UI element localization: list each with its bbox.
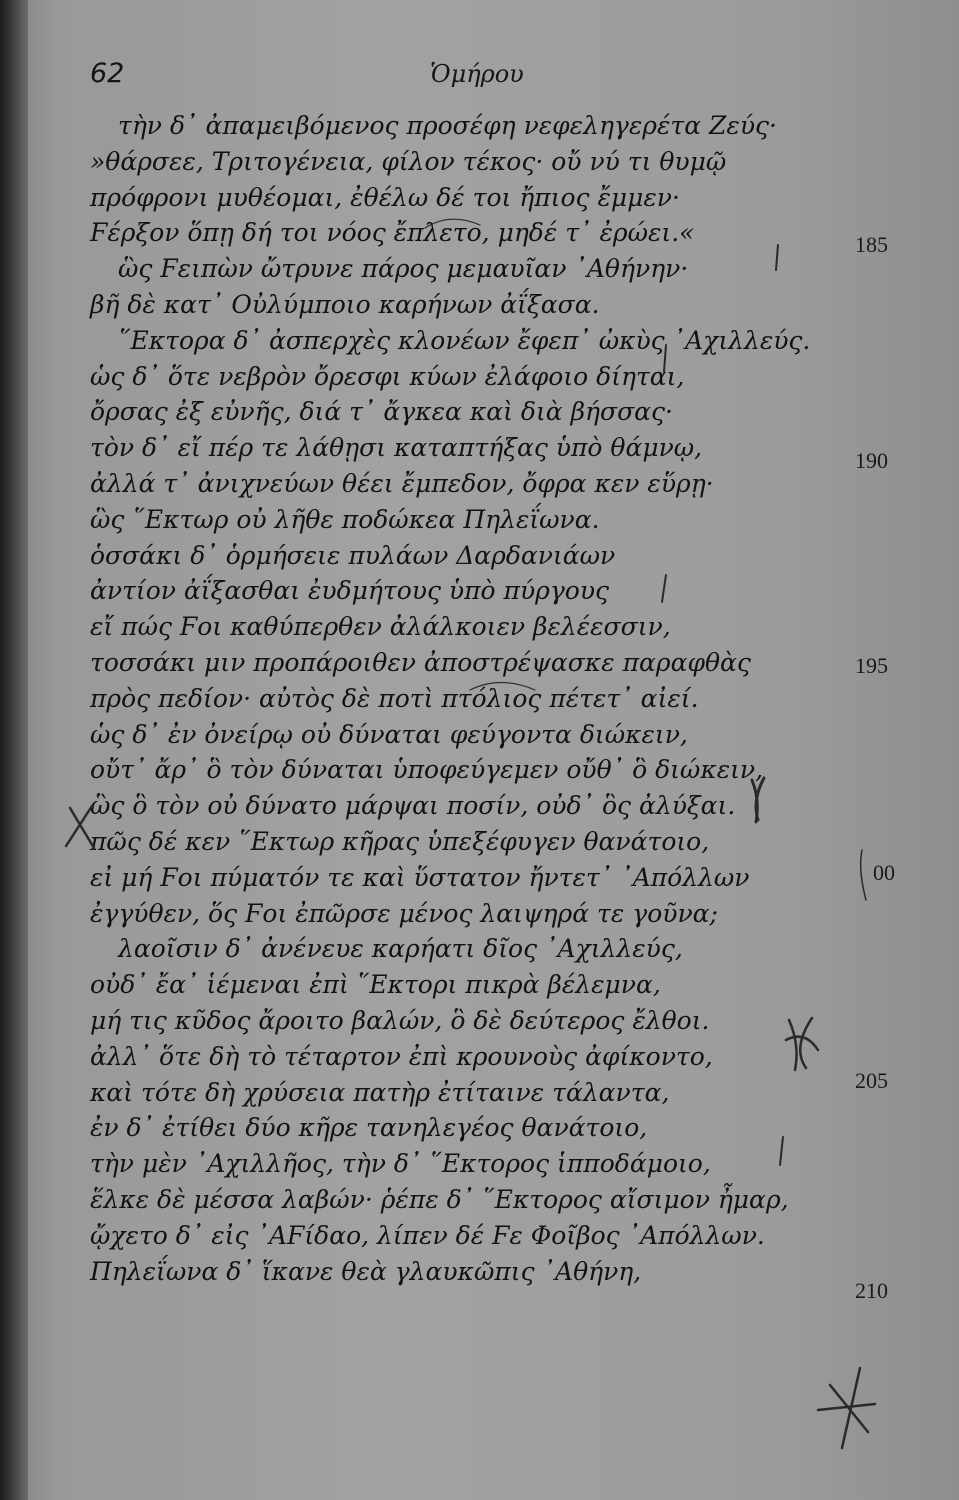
verse-line: Πηλεΐωνα δ᾽ ἵκανε θεὰ γλαυκῶπις ᾽Αθήνη,: [90, 1256, 642, 1286]
line-number: 185: [855, 232, 888, 257]
verse-line: ἐγγύθεν, ὅς Ϝοι ἐπῶρσε μένος λαιψηρά τε γοῦνα;: [90, 898, 718, 928]
page-header: [90, 58, 890, 98]
verse-line: ὡς δ᾽ ἐν ὀνείρῳ οὐ δύναται φεύγοντα διώκειν,: [90, 719, 688, 749]
verse-line: λαοῖσιν δ᾽ ἀνένευε καρήατι δῖος ᾽Αχιλλεύς,: [118, 934, 683, 964]
verse-line: ὣς ὃ τὸν οὐ δύνατο μάρψαι ποσίν, οὐδ᾽ ὃς ἀλύξαι.: [90, 791, 736, 821]
verse-line: εἰ μή Ϝοι πύματόν τε καὶ ὕστατον ἤντετ᾽ ᾽Απόλλων: [90, 862, 750, 892]
verse-line: ἕλκε δὲ μέσσα λαβών· ῥέπε δ᾽ ῞Εκτορος αἴσιμον ἦμαρ,: [90, 1184, 789, 1214]
page-number: 62: [90, 58, 125, 89]
verse-line: τοσσάκι μιν προπάροιθεν ἀποστρέψασκε παραφθὰς: [90, 647, 751, 677]
verse-line: ἐν δ᾽ ἐτίθει δύο κῆρε τανηλεγέος θανάτοιο,: [90, 1113, 648, 1143]
verse-text: [90, 108, 850, 1289]
verse-line: ὡς δ᾽ ὅτε νεβρὸν ὄρεσφι κύων ἐλάφοιο δίηται,: [90, 361, 685, 391]
verse-line: πρόφρονι μυθέομαι, ἐθέλω δέ τοι ἤπιος ἔμμεν·: [90, 182, 680, 212]
verse-line: πρὸς πεδίον· αὐτὸς δὲ ποτὶ πτόλιος πέτετ᾽ αἰεί.: [90, 683, 699, 713]
verse-line: ᾤχετο δ᾽ εἰς ᾽ΑϜίδαο, λίπεν δέ Ϝε Φοῖβος ᾽Απόλλων.: [90, 1220, 765, 1250]
verse-line: ὄρσας ἐξ εὐνῆς, διά τ᾽ ἄγκεα καὶ διὰ βήσσας·: [90, 397, 673, 427]
verse-line: οὔτ᾽ ἄρ᾽ ὃ τὸν δύναται ὑποφεύγεμεν οὔθ᾽ ὃ διώκειν,: [90, 755, 764, 785]
verse-line: πῶς δέ κεν ῞Εκτωρ κῆρας ὑπεξέφυγεν θανάτοιο,: [90, 826, 710, 856]
verse-line: τὴν δ᾽ ἀπαμειβόμενος προσέφη νεφεληγερέτα Ζεύς·: [118, 111, 777, 140]
verse-line: »θάρσεε, Τριτογένεια, φίλον τέκος· οὔ νύ τι θυμῷ: [90, 146, 727, 176]
line-number: 205: [855, 1068, 888, 1093]
verse-line: ὁσσάκι δ᾽ ὁρμήσειε πυλάων Δαρδανιάων: [90, 540, 616, 570]
page-binding-edge: [0, 0, 28, 1500]
verse-line: καὶ τότε δὴ χρύσεια πατὴρ ἐτίταινε τάλαντα,: [90, 1077, 670, 1107]
verse-line: Ϝέρξον ὅπῃ δή τοι νόος ἔπλετο, μηδέ τ᾽ ἐρώει.«: [90, 218, 695, 248]
verse-line: ἀντίον ἀΐξασθαι ἐυδμήτους ὑπὸ πύργους: [90, 576, 610, 606]
running-title: Ὁμήρου: [430, 60, 524, 88]
line-number: 190: [855, 448, 888, 473]
verse-line: ἀλλά τ᾽ ἀνιχνεύων θέει ἔμπεδον, ὄφρα κεν εὕρῃ·: [90, 468, 714, 498]
verse-line: ὣς Ϝειπὼν ὤτρυνε πάρος μεμαυῖαν ᾽Αθήνην·: [118, 254, 689, 284]
line-number: 00: [873, 860, 895, 885]
verse-line: ἀλλ᾽ ὅτε δὴ τὸ τέταρτον ἐπὶ κρουνοὺς ἀφίκοντο,: [90, 1041, 713, 1071]
verse-line: μή τις κῦδος ἄροιτο βαλών, ὃ δὲ δεύτερος ἔλθοι.: [90, 1005, 710, 1035]
verse-line: ῞Εκτορα δ᾽ ἀσπερχὲς κλονέων ἔφεπ᾽ ὠκὺς ᾽Αχιλλεύς.: [118, 325, 811, 355]
line-number: 195: [855, 653, 888, 678]
verse-line: ὣς ῞Εκτωρ οὐ λῆθε ποδώκεα Πηλεΐωνα.: [90, 504, 600, 534]
verse-line: εἴ πώς Ϝοι καθύπερθεν ἀλάλκοιεν βελέεσσιν,: [90, 612, 671, 642]
line-number: 210: [855, 1278, 888, 1303]
verse-line: τὴν μὲν ᾽Αχιλλῆος, τὴν δ᾽ ῞Εκτορος ἱπποδάμοιο,: [90, 1149, 711, 1179]
verse-line: τὸν δ᾽ εἴ πέρ τε λάθῃσι καταπτήξας ὑπὸ θάμνῳ,: [90, 433, 703, 463]
verse-line: βῆ δὲ κατ᾽ Οὐλύμποιο καρήνων ἀΐξασα.: [90, 289, 600, 319]
verse-line: οὐδ᾽ ἔα᾽ ἱέμεναι ἐπὶ ῞Εκτορι πικρὰ βέλεμνα,: [90, 970, 661, 1000]
